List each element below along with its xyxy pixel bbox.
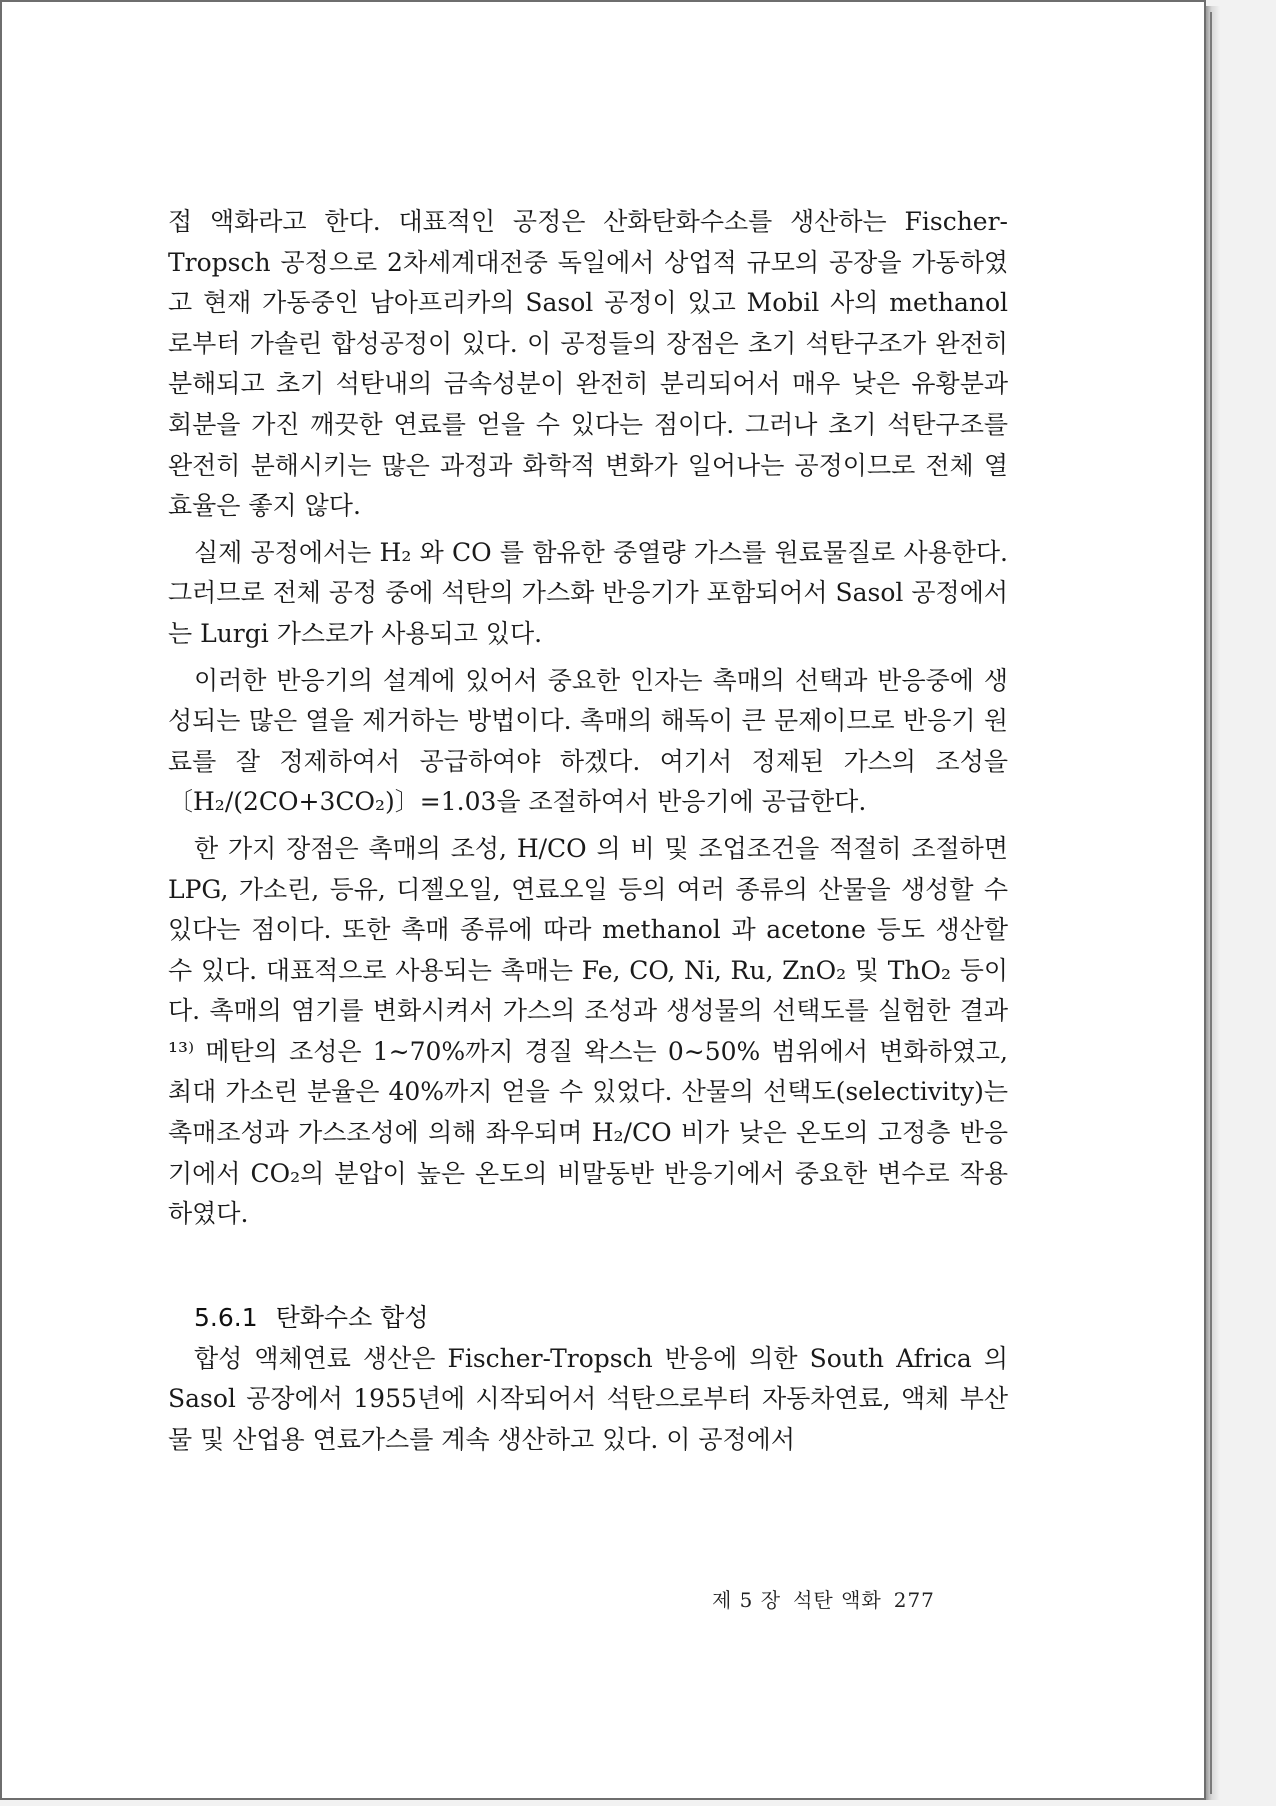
footer-page-number: 277 [893, 1588, 935, 1612]
paragraph-3: 이러한 반응기의 설계에 있어서 중요한 인자는 촉매의 선택과 반응중에 생성되는 많은 열을 제거하는 방법이다. 촉매의 해독이 큰 문제이므로 반응기 원료를 잘 정제하여서 공급하여야 하겠다. 여기서 정제된 가스의 조성을 〔H₂/(2CO+3CO₂)〕=1.03을 조절하여서 반응기에 공급한다. [168, 665, 1008, 817]
section-heading [168, 1297, 1008, 1339]
section-number: 5.6.1 [194, 1302, 258, 1332]
section-title: 탄화수소 합성 [275, 1302, 429, 1332]
page-edge-line [1210, 12, 1212, 1794]
page-footer [712, 1584, 947, 1613]
paragraph-4: 한 가지 장점은 촉매의 조성, H/CO 의 비 및 조업조건을 적절히 조절하면 LPG, 가소린, 등유, 디젤오일, 연료오일 등의 여러 종류의 산물을 생성할 수 있다는 점이다. 또한 촉매 종류에 따라 methanol 과 acetone 등도 생산할 수 있다. 대표적으로 사용되는 촉매는 Fe, CO, Ni, Ru, ZnO₂ 및 ThO₂ 등이다. 촉매의 염기를 변화시켜서 가스의 조성과 생성물의 선택도를 실험한 결과¹³⁾ 메탄의 조성은 1∼70%까지 경질 왁스는 0∼50% 범위에서 변화하였고, 최대 가소린 분율은 40%까지 얻을 수 있었다. 산물의 선택도(selectivity)는 촉매조성과 가스조성에 의해 좌우되며 H₂/CO 비가 낮은 온도의 고정층 반응기에서 CO₂의 분압이 높은 온도의 비말동반 반응기에서 중요한 변수로 작용하였다. [168, 833, 1008, 1229]
paragraph-1: 접 액화라고 한다. 대표적인 공정은 산화탄화수소를 생산하는 Fischer-Tropsch 공정으로 2차세계대전중 독일에서 상업적 규모의 공장을 가동하였고 현재 가동중인 남아프리카의 Sasol 공정이 있고 Mobil 사의 methanol 로부터 가솔린 합성공정이 있다. 이 공정들의 장점은 초기 석탄구조가 완전히 분해되고 초기 석탄내의 금속성분이 완전히 분리되어서 매우 낮은 유황분과 회분을 가진 깨끗한 연료를 얻을 수 있다는 점이다. 그러나 초기 석탄구조를 완전히 분해시키는 많은 과정과 화학적 변화가 일어나는 공정이므로 전체 열효율은 좋지 않다. [168, 207, 1008, 521]
body-text [168, 202, 1008, 1467]
footer-chapter-title: 석탄 액화 [793, 1588, 882, 1612]
footer-chapter: 제 5 장 [712, 1588, 782, 1612]
section-paragraph: 합성 액체연료 생산은 Fischer-Tropsch 반응에 의한 South Africa 의 Sasol 공장에서 1955년에 시작되어서 석탄으로부터 자동차연료, 액체 부산물 및 산업용 연료가스를 계속 생산하고 있다. 이 공정에서 [168, 1343, 1008, 1455]
paragraph-2: 실제 공정에서는 H₂ 와 CO 를 함유한 중열량 가스를 원료물질로 사용한다. 그러므로 전체 공정 중에 석탄의 가스화 반응기가 포함되어서 Sasol 공정에서는 Lurgi 가스로가 사용되고 있다. [168, 537, 1008, 648]
page-edge-shadow [1206, 6, 1220, 1800]
